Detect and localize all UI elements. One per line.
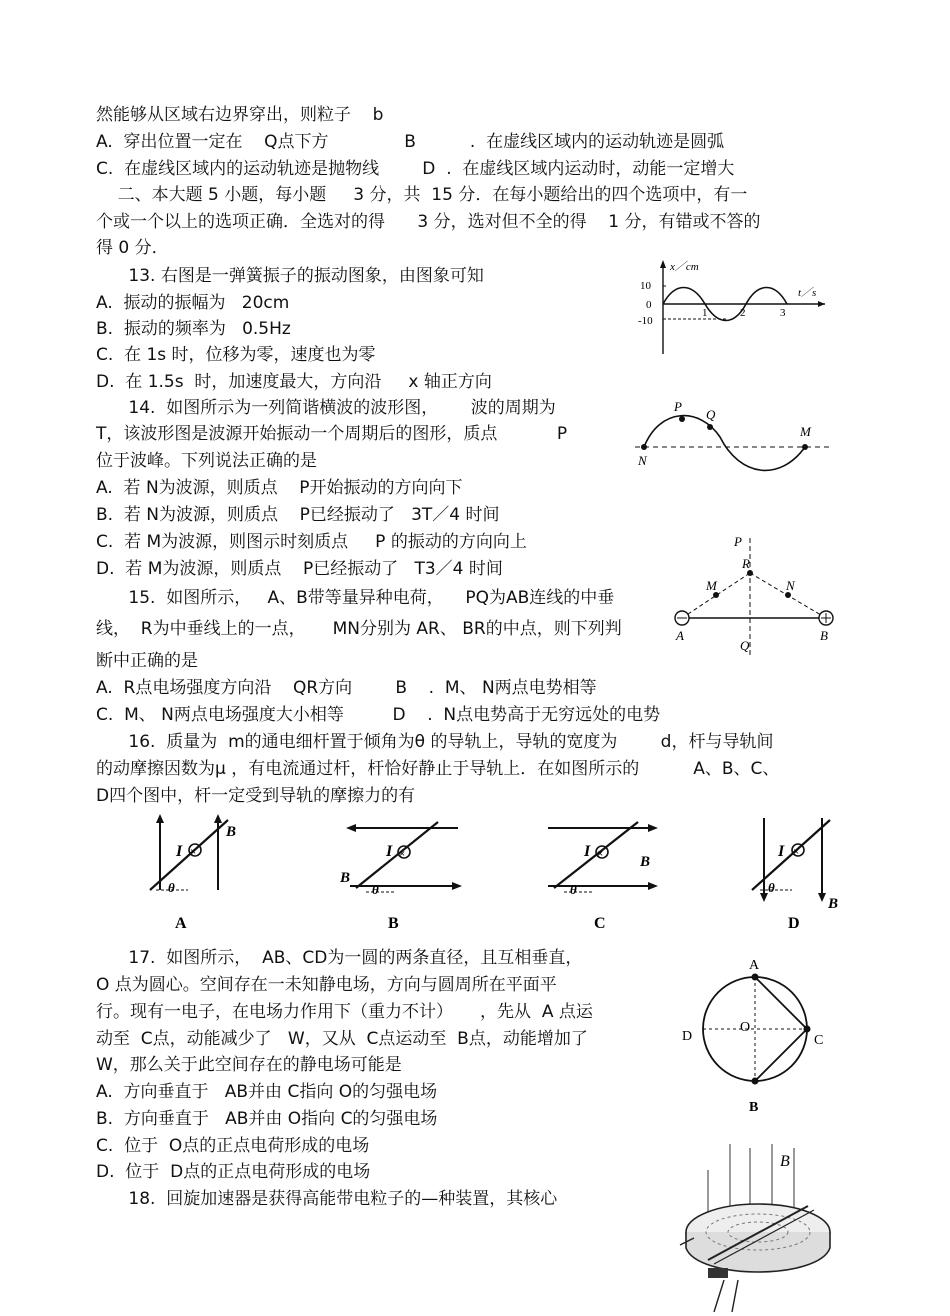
fig13-xtick-3: 3 [780, 307, 786, 319]
text-line: 位于波峰。下列说法正确的是 [96, 451, 317, 471]
text-line: 动至 C点，动能减少了 W，又从 C点运动至 B点，动能增加了 [96, 1029, 588, 1049]
fig16-panel-B [339, 822, 462, 932]
text-line: D. 若 M为波源，则质点 P已经振动了 T3／4 时间 [96, 559, 503, 579]
text-line: D. 在 1.5s 时，加速度最大，方向沿 x 轴正方向 [96, 372, 492, 392]
text-line: 得 0 分． [96, 238, 169, 258]
svg-text:I: I [584, 843, 591, 860]
fig15-label-P: P [734, 534, 742, 549]
text-line: 的动摩擦因数为μ ，有电流通过杆，杆恰好静止于导轨上．在如图所示的 A、B、C、 [96, 759, 780, 779]
text-line: C. 在虚线区域内的运动轨迹是抛物线 D . 在虚线区域内运动时，动能一定增大 [96, 159, 735, 179]
fig17-label-B: B [749, 1100, 759, 1115]
text-line: T，该波形图是波源开始振动一个周期后的图形，质点 P [96, 424, 568, 444]
text-line: O 点为圆心。空间存在一未知静电场，方向与圆周所在平面平 [96, 975, 557, 995]
fig17-label-A: A [749, 958, 760, 973]
text-line: A. R点电场强度方向沿 QR方向 B . M、 N两点电势相等 [96, 678, 597, 698]
fig15-label-B: B [820, 628, 828, 643]
text-line: 个或一个以上的选项正确．全选对的得 3 分，选对但不全的得 1 分，有错或不答的 [96, 212, 761, 232]
text-line: 17. 如图所示， AB、CD为一圆的两条直径，且互相垂直， [96, 948, 583, 968]
fig17-label-O: O [740, 1020, 751, 1035]
text-line: B. 若 N为波源，则质点 P已经振动了 3T／4 时间 [96, 505, 500, 525]
fig13-xtick-1: 1 [702, 307, 708, 319]
text-line: C. 在 1s 时，位移为零，速度也为零 [96, 345, 376, 365]
figure-16-rails [128, 810, 848, 935]
fig14-label-M: M [800, 424, 811, 439]
text-line: C. 位于 O点的正点电荷形成的电场 [96, 1136, 370, 1156]
fig18-label-B: B [780, 1153, 790, 1170]
text-line: 断中正确的是 [96, 651, 198, 671]
fig13-ytick-neg10: -10 [638, 315, 653, 327]
figure-18-cyclotron [668, 1140, 838, 1315]
svg-text:×: × [793, 846, 800, 858]
text-line: 14. 如图所示为一列简谐横波的波形图， 波的周期为 [96, 398, 556, 418]
svg-text:×: × [399, 848, 406, 860]
svg-text:I: I [778, 843, 785, 860]
text-line: D四个图中，杆一定受到导轨的摩擦力的有 [96, 786, 416, 806]
fig16-panel-A [150, 814, 236, 932]
text-line: C. 若 M为波源，则图示时刻质点 P 的振动的方向向上 [96, 532, 527, 552]
text-line: 二、本大题 5 小题，每小题 3 分，共 15 分．在每小题给出的四个选项中，有一 [96, 185, 748, 205]
figure-14-wave [630, 397, 830, 477]
svg-text:I: I [176, 843, 183, 860]
fig13-ytick-0: 0 [646, 299, 652, 311]
fig15-label-Q: Q [740, 638, 750, 653]
svg-text:×: × [597, 848, 604, 860]
text-line: C. M、 N两点电场强度大小相等 D . N点电势高于无穷远处的电势 [96, 705, 661, 725]
svg-text:I: I [386, 843, 393, 860]
text-line: D. 位于 D点的正点电荷形成的电场 [96, 1162, 371, 1182]
fig15-label-A: A [676, 628, 684, 643]
fig17-label-D: D [682, 1029, 693, 1044]
fig15-label-N: N [786, 578, 795, 593]
text-line: 16. 质量为 m的通电细杆置于倾角为θ 的导轨上，导轨的宽度为 d，杆与导轨间 [96, 732, 774, 752]
svg-text:θ: θ [570, 882, 577, 897]
text-line: B. 振动的频率为 0.5Hz [96, 319, 291, 339]
fig13-xtick-2: 2 [740, 307, 746, 319]
text-line: A. 穿出位置一定在 Q点下方 B . 在虚线区域内的运动轨迹是圆弧 [96, 132, 725, 152]
fig16-label-C: C [594, 915, 606, 932]
fig14-label-P: P [674, 399, 682, 414]
svg-text:B: B [340, 870, 351, 886]
fig16-label-A: A [175, 915, 187, 932]
fig13-xlabel: t／s [798, 287, 817, 299]
fig16-label-D: D [788, 915, 800, 932]
text-line: 行。现有一电子，在电场力作用下（重力不计） ，先从 A 点运 [96, 1002, 593, 1022]
text-line: 15. 如图所示， A、B带等量异种电荷， PQ为AB连线的中垂 [96, 588, 615, 608]
svg-text:×: × [190, 846, 197, 858]
fig13-ytick-10: 10 [640, 280, 651, 292]
figure-13-vibration-graph [630, 256, 830, 356]
text-line: 然能够从区域右边界穿出，则粒子 b [96, 105, 384, 125]
text-line: B. 方向垂直于 AB并由 O指向 C的匀强电场 [96, 1109, 438, 1129]
svg-text:B: B [226, 824, 237, 840]
fig15-label-R: R [742, 556, 750, 571]
svg-text:θ: θ [768, 880, 775, 895]
svg-text:θ: θ [168, 880, 175, 895]
figure-15-charges [668, 528, 848, 658]
fig17-label-C: C [814, 1033, 824, 1048]
svg-text:B: B [640, 854, 651, 870]
text-line: A. 振动的振幅为 20cm [96, 293, 290, 313]
fig16-panel-C [548, 822, 658, 932]
fig14-label-Q: Q [706, 407, 716, 422]
fig16-label-B: B [388, 915, 399, 932]
fig15-label-M: M [706, 578, 717, 593]
fig14-label-N: N [638, 453, 647, 468]
fig16-panel-D [752, 818, 838, 932]
fig14-wave-curve [644, 416, 805, 471]
text-line: 13. 右图是一弹簧振子的振动图象，由图象可知 [96, 266, 484, 286]
figure-17-circle [680, 955, 830, 1120]
svg-text:θ: θ [372, 882, 379, 897]
text-line: A. 若 N为波源，则质点 P开始振动的方向向下 [96, 478, 463, 498]
text-line: A. 方向垂直于 AB并由 C指向 O的匀强电场 [96, 1082, 438, 1102]
svg-text:B: B [828, 896, 839, 912]
fig13-ylabel: x／cm [670, 261, 699, 273]
text-line: 线， R为中垂线上的一点， MN分别为 AR、 BR的中点，则下列判 [96, 619, 622, 639]
text-line: 18. 回旋加速器是获得高能带电粒子的—种装置，其核心 [96, 1189, 558, 1209]
text-line: W，那么关于此空间存在的静电场可能是 [96, 1055, 402, 1075]
